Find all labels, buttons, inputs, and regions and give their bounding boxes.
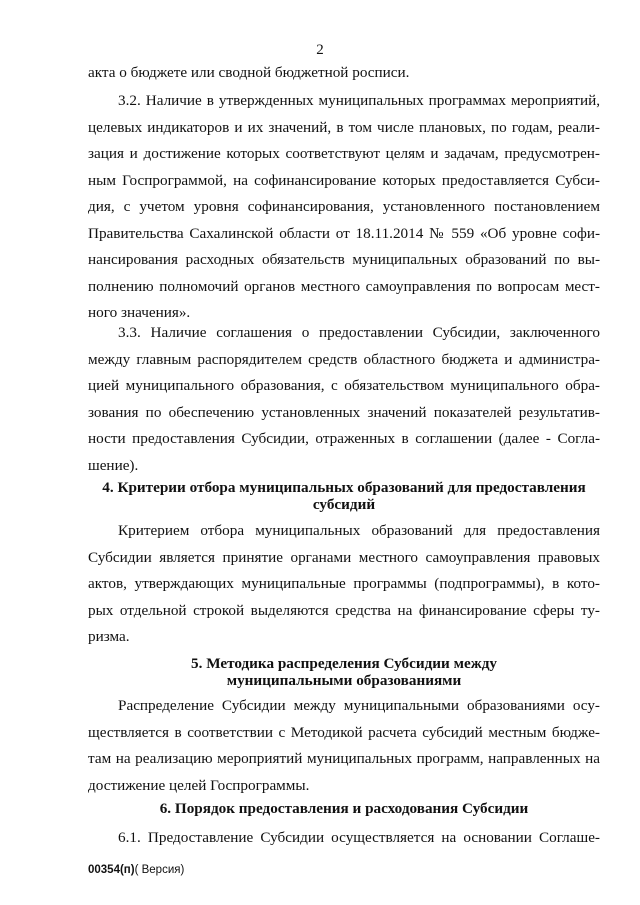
paragraph-line: Правительства Сахалинской области от 18.11.2014 № 559 «Об уровне софи- <box>88 224 600 242</box>
paragraph-line: ным Госпрограммой, на софинансирование которых предоставляется Субси- <box>88 171 600 189</box>
heading-line: муниципальными образованиями <box>226 672 462 689</box>
heading-line: 5. Методика распределения Субсидии между <box>191 655 497 672</box>
paragraph-line: цией муниципального образования, с обязательством муниципального обра- <box>88 377 600 394</box>
paragraph-line: зация и достижение которых соответствуют целям и задачам, предусмотрен- <box>88 145 600 162</box>
paragraph-line: Распределение Субсидии между муниципальными образованиями осу- <box>118 697 600 714</box>
paragraph-line: между главным распорядителем средств областного бюджета и администра- <box>88 350 600 368</box>
heading-line: 4. Критерии отбора муниципальных образований для предоставления <box>102 479 586 496</box>
paragraph-line: Субсидии является принятие органами местного самоуправления правовых <box>88 548 600 566</box>
paragraph-line: Критерием отбора муниципальных образований для предоставления <box>118 522 600 539</box>
paragraph-line: ного значения». <box>88 304 191 321</box>
paragraph-line: дия, с учетом уровня софинансирования, установленного постановлением <box>88 198 600 215</box>
paragraph-line: нансирования расходных обязательств муниципальных образований по вы- <box>88 251 600 268</box>
paragraph-line: ществляется в соответствии с Методикой расчета субсидий местным бюдже- <box>88 723 600 741</box>
paragraph-line: 3.3. Наличие соглашения о предоставлении Субсидии, заключенного <box>118 324 600 341</box>
section-heading <box>88 800 600 817</box>
paragraph-line: рых отдельной строкой выделяются средства на финансирование сферы ту- <box>88 601 600 619</box>
paragraph-line: ризма. <box>88 628 130 645</box>
paragraph-line: шение). <box>88 456 139 474</box>
paragraph-line: 3.2. Наличие в утвержденных муниципальных программах мероприятий, <box>118 92 600 109</box>
document-footer <box>88 864 184 876</box>
paragraph-line: там на реализацию мероприятий муниципальных программ, направленных на <box>88 750 600 767</box>
paragraph-line: 6.1. Предоставление Субсидии осуществляется на основании Соглаше- <box>118 829 600 846</box>
section-heading <box>88 479 600 513</box>
paragraph-line: полнению полномочий органов местного самоуправления по вопросам мест- <box>88 277 600 295</box>
page-number: 2 <box>316 42 324 58</box>
paragraph-line: актов, утверждающих муниципальные программы (подпрограммы), в кото- <box>88 575 600 592</box>
paragraph-line: целевых индикаторов и их значений, в том числе плановых, по годам, реали- <box>88 118 600 136</box>
heading-line: субсидий <box>312 496 376 513</box>
paragraph-line: достижение целей Госпрограммы. <box>88 776 310 794</box>
footer-code: 00354(п) <box>88 864 135 876</box>
section-heading <box>88 655 600 689</box>
paragraph-line: зования по обеспечению установленных значений показателей результатив- <box>88 403 600 421</box>
heading-line: 6. Порядок предоставления и расходования Субсидии <box>159 800 529 817</box>
paragraph-line: акта о бюджете или сводной бюджетной росписи. <box>88 64 410 81</box>
footer-version: ( Версия) <box>134 864 185 876</box>
paragraph-line: ности предоставления Субсидии, отраженных в соглашении (далее - Согла- <box>88 430 600 447</box>
